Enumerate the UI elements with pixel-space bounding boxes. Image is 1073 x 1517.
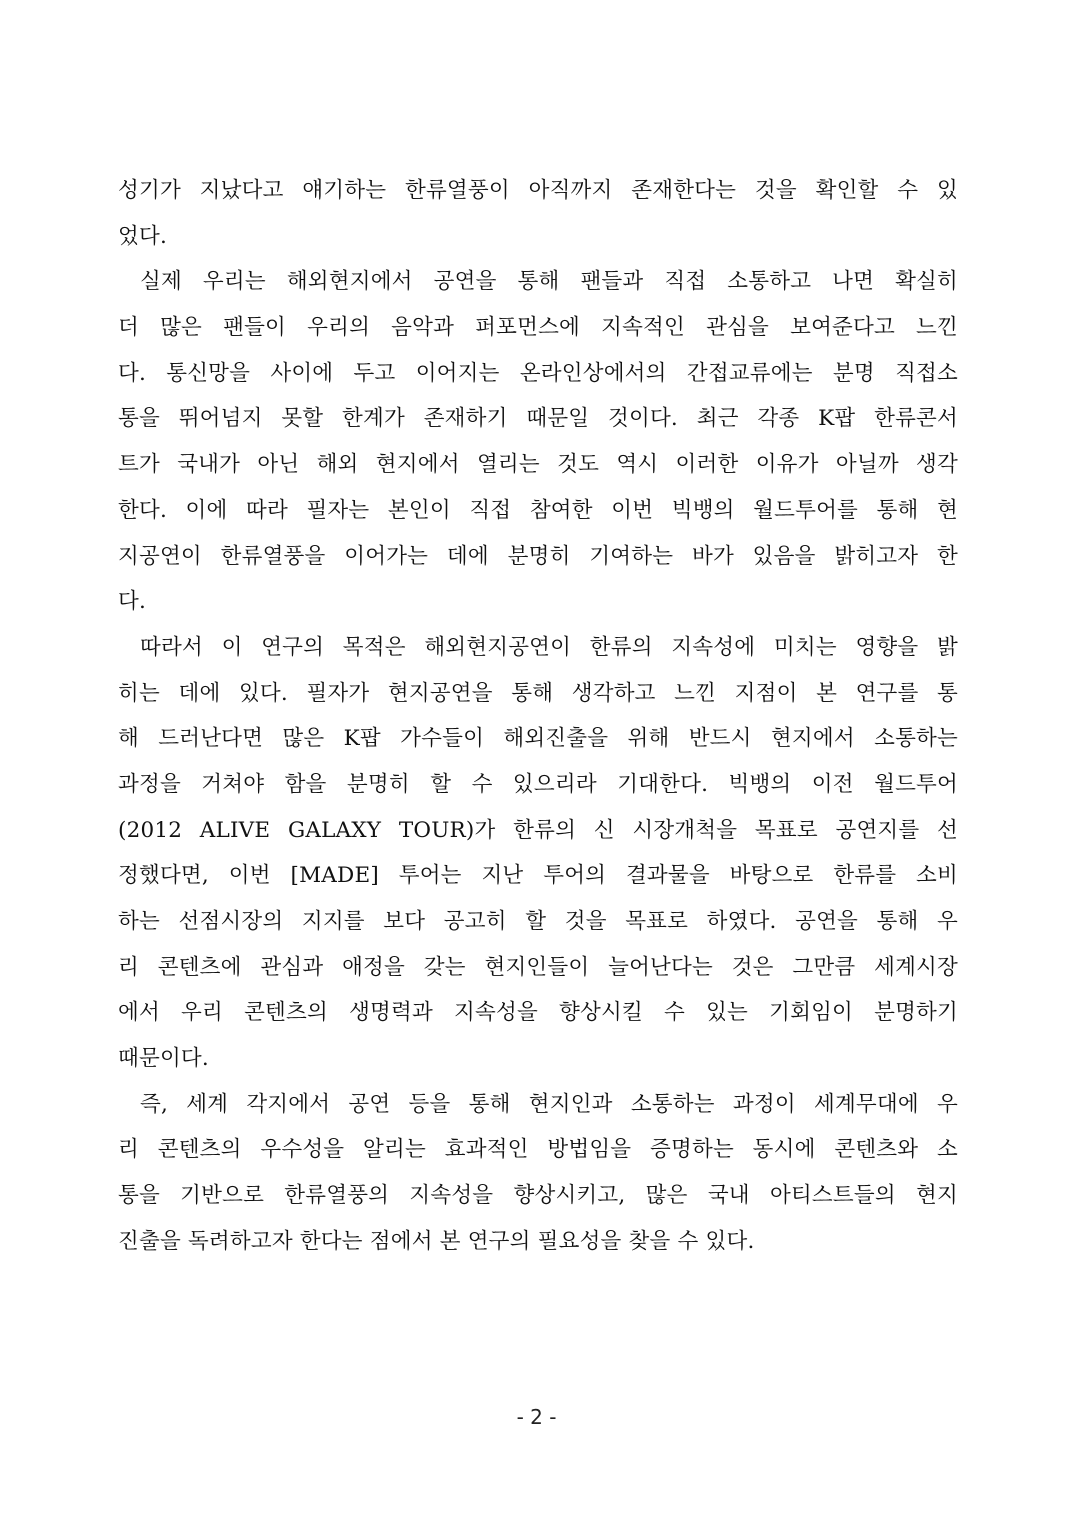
text-line: 지공연이 한류열풍을 이어가는 데에 분명히 기여하는 바가 있음을 밝히고자 한 (118, 543, 958, 569)
text-line: 리 콘텐츠에 관심과 애정을 갖는 현지인들이 늘어난다는 것은 그만큼 세계시장 (118, 954, 958, 980)
text-line: 한다. 이에 따라 필자는 본인이 직접 참여한 이번 빅뱅의 월드투어를 통해 현 (118, 497, 958, 523)
text-line: 리 콘텐츠의 우수성을 알리는 효과적인 방법임을 증명하는 동시에 콘텐츠와 소 (118, 1137, 958, 1163)
text-line: 해 드러난다면 많은 K팝 가수들이 해외진출을 위해 반드시 현지에서 소통하는 (118, 726, 958, 752)
text-line: 따라서 이 연구의 목적은 해외현지공연이 한류의 지속성에 미치는 영향을 밝 (140, 634, 958, 660)
text-line: 트가 국내가 아닌 해외 현지에서 열리는 것도 역시 이러한 이유가 아닐까 생각 (118, 452, 958, 478)
text-line: 하는 선점시장의 지지를 보다 공고히 할 것을 목표로 하였다. 공연을 통해 우 (118, 909, 958, 934)
text-line: 히는 데에 있다. 필자가 현지공연을 통해 생각하고 느낀 지점이 본 연구를 통 (118, 680, 958, 706)
text-line: 었다. (118, 223, 167, 249)
text-line: 즉, 세계 각지에서 공연 등을 통해 현지인과 소통하는 과정이 세계무대에 우 (140, 1091, 958, 1117)
text-line: 다. 통신망을 사이에 두고 이어지는 온라인상에서의 간접교류에는 분명 직접소 (118, 360, 958, 386)
text-line: 때문이다. (118, 1046, 209, 1072)
text-line: 통을 기반으로 한류열풍의 지속성을 향상시키고, 많은 국내 아티스트들의 현지 (118, 1183, 958, 1209)
paragraph-4 (118, 1082, 958, 1265)
body-text (118, 168, 958, 1265)
text-line: 진출을 독려하고자 한다는 점에서 본 연구의 필요성을 찾을 수 있다. (118, 1228, 755, 1254)
paragraph-3 (118, 625, 958, 1082)
paragraph-1 (118, 168, 958, 259)
paragraph-2 (118, 259, 958, 625)
text-line: 실제 우리는 해외현지에서 공연을 통해 팬들과 직접 소통하고 나면 확실히 (140, 269, 958, 295)
text-line: 에서 우리 콘텐츠의 생명력과 지속성을 향상시킬 수 있는 기회임이 분명하기 (118, 1000, 958, 1026)
text-line: 다. (118, 589, 147, 615)
text-line: 통을 뛰어넘지 못할 한계가 존재하기 때문일 것이다. 최근 각종 K팝 한류콘서 (118, 406, 958, 432)
page-number: - 2 - (516, 1405, 557, 1429)
text-line: 더 많은 팬들이 우리의 음악과 퍼포먼스에 지속적인 관심을 보여준다고 느낀 (118, 315, 958, 341)
text-line: (2012 ALIVE GALAXY TOUR)가 한류의 신 시장개척을 목표로 공연지를 선 (118, 817, 958, 843)
text-line: 과정을 거쳐야 함을 분명히 할 수 있으리라 기대한다. 빅뱅의 이전 월드투어 (118, 771, 958, 797)
text-line: 정했다면, 이번 [MADE] 투어는 지난 투어의 결과물을 바탕으로 한류를 소비 (118, 863, 958, 889)
text-line: 성기가 지났다고 얘기하는 한류열풍이 아직까지 존재한다는 것을 확인할 수 있 (118, 178, 958, 203)
